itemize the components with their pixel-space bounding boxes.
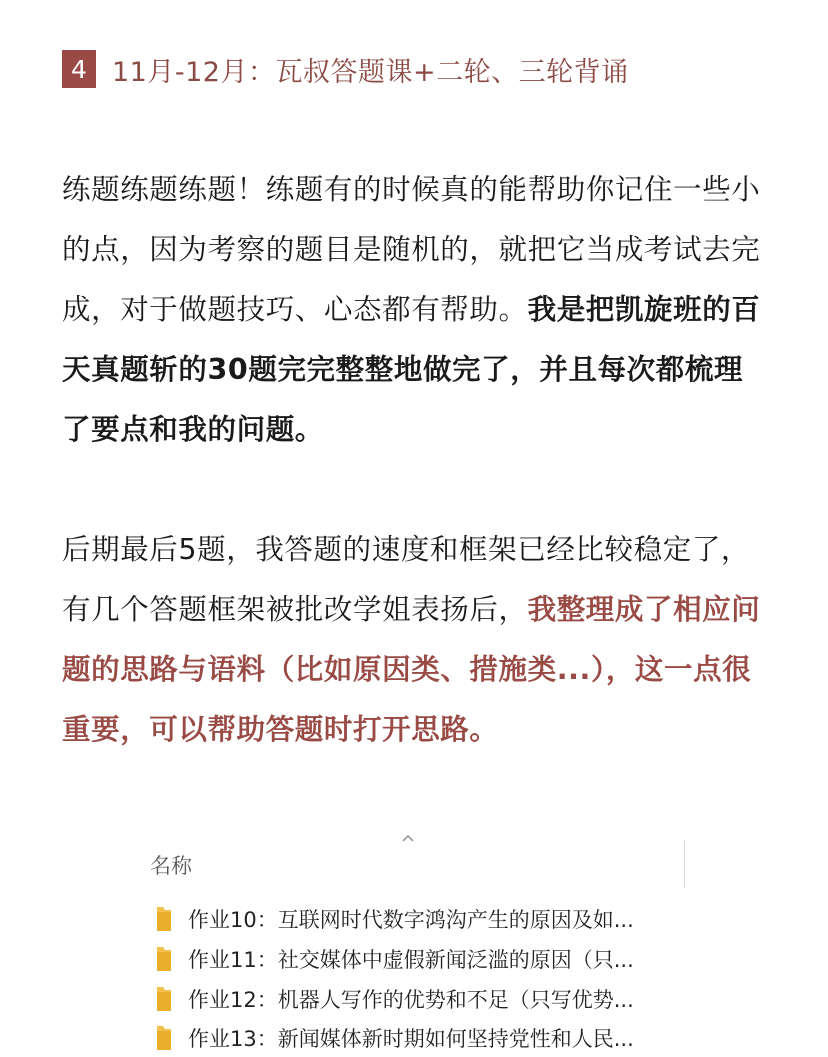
file-row[interactable] [154, 902, 634, 936]
section-heading [62, 50, 629, 88]
folder-icon [154, 1025, 174, 1051]
file-row[interactable] [154, 1021, 634, 1055]
paragraph-practice [62, 160, 772, 460]
column-divider[interactable] [684, 840, 685, 888]
folder-icon [154, 946, 174, 972]
chevron-up-icon[interactable] [402, 834, 414, 842]
file-name: 作业12：机器人写作的优势和不足（只写优势... [188, 988, 634, 1012]
file-row[interactable] [154, 942, 634, 976]
folder-icon [154, 906, 174, 932]
file-name: 作业10：互联网时代数字鸿沟产生的原因及如... [188, 908, 634, 932]
section-number-badge: 4 [62, 50, 96, 88]
paragraph-framework-highlight: 我整理成了相应问题的思路与语料（比如原因类、措施类...），这一点很重要，可以帮助答题时打开思路。 [62, 593, 761, 746]
paragraph-framework [62, 520, 772, 760]
section-title: 11月-12月：瓦叔答题课+二轮、三轮背诵 [112, 56, 629, 88]
folder-icon [154, 986, 174, 1012]
paragraph-practice-bold: 我是把凯旋班的百天真题斩的30题完完整整地做完了，并且每次都梳理了要点和我的问题。 [62, 293, 761, 446]
column-header-name[interactable]: 名称 [150, 854, 192, 878]
paragraph-practice-text: 练题练题练题！练题有的时候真的能帮助你记住一些小的点，因为考察的题目是随机的，就把它当成考试去完成，对于做题技巧、心态都有帮助。 [62, 173, 761, 326]
paragraph-framework-text: 后期最后5题，我答题的速度和框架已经比较稳定了，有几个答题框架被批改学姐表扬后， [62, 533, 751, 626]
file-name: 作业13：新闻媒体新时期如何坚持党性和人民... [188, 1027, 634, 1051]
file-list-panel [0, 830, 828, 1057]
file-row[interactable] [154, 982, 634, 1016]
file-name: 作业11：社交媒体中虚假新闻泛滥的原因（只... [188, 948, 634, 972]
